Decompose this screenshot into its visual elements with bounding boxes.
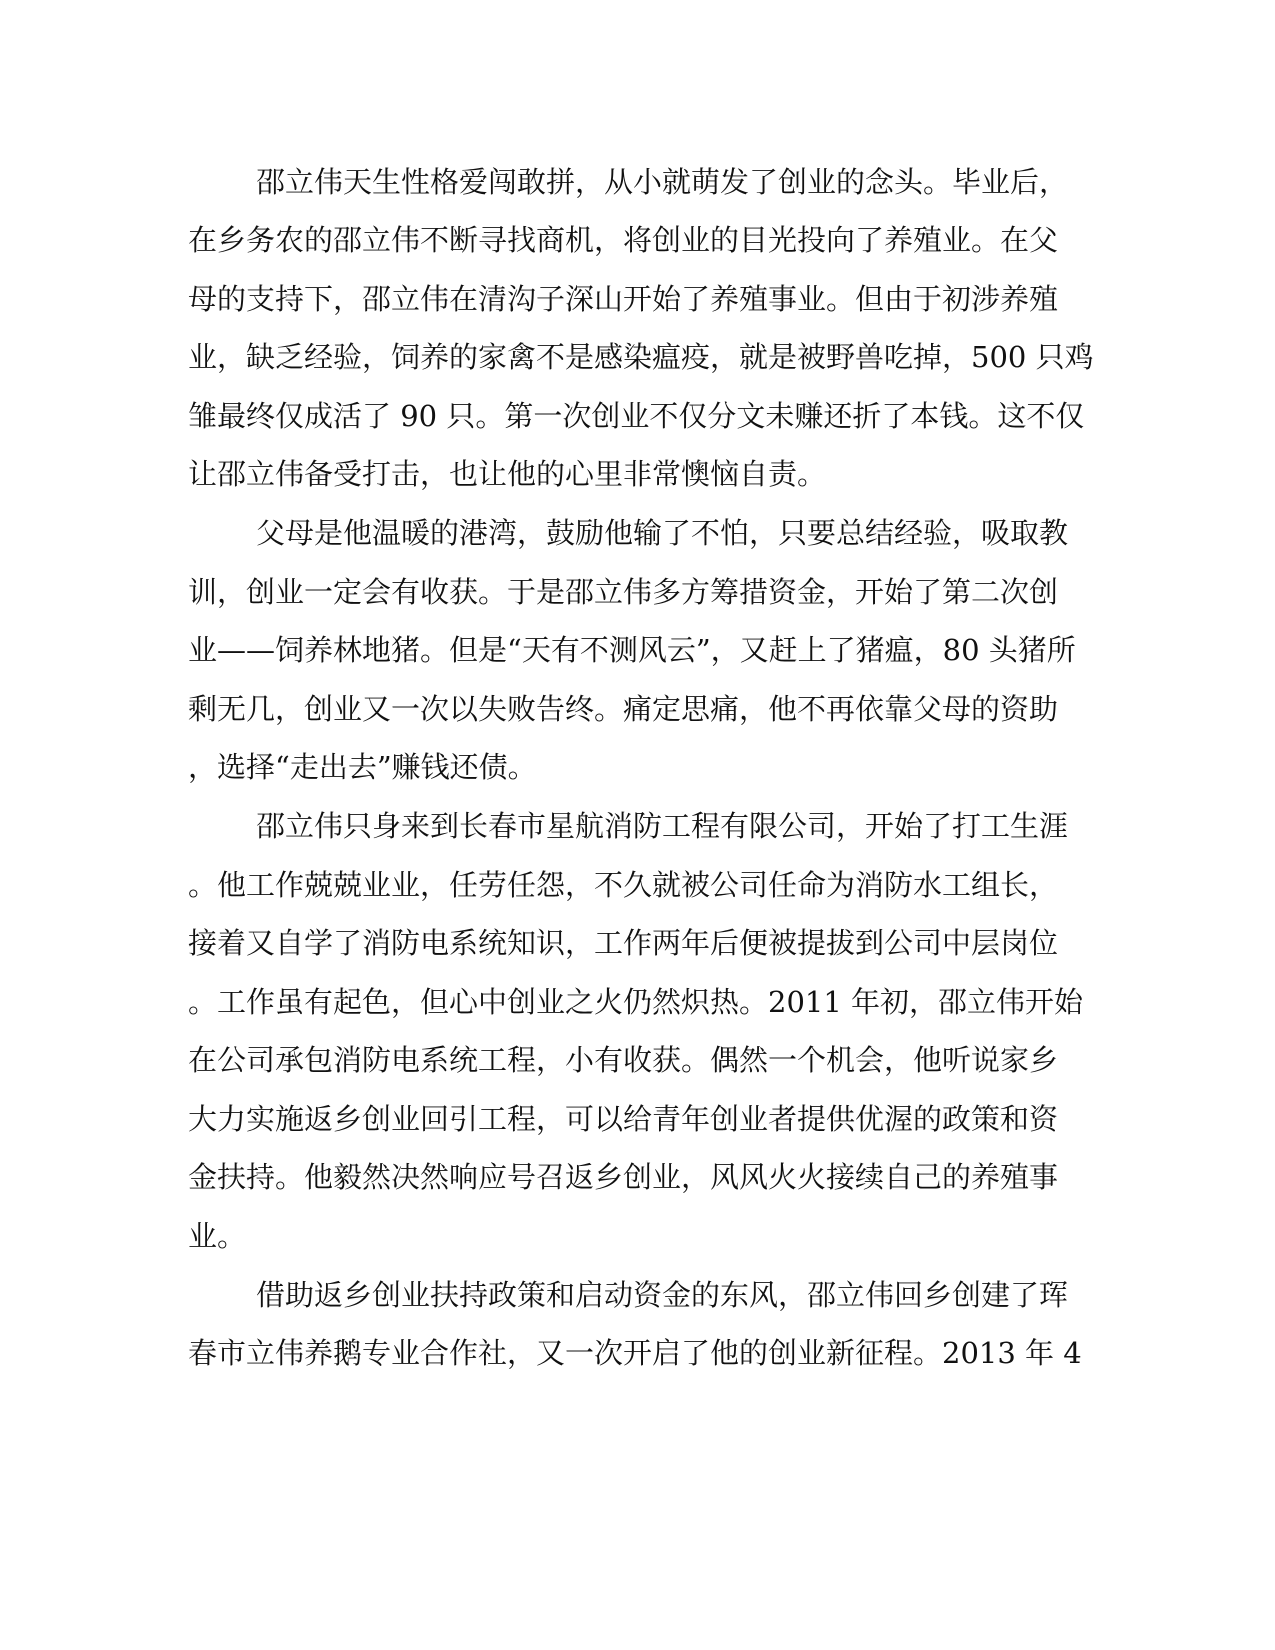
text-line: 大力实施返乡创业回引工程，可以给青年创业者提供优渥的政策和资 [188, 1102, 1059, 1136]
text-line: 借助返乡创业扶持政策和启动资金的东风，邵立伟回乡创建了珲 [256, 1278, 1069, 1312]
text-line: 业，缺乏经验，饲养的家禽不是感染瘟疫，就是被野兽吃掉，500 只鸡 [188, 340, 1094, 374]
text-line: 。他工作兢兢业业，任劳任怨，不久就被公司任命为消防水工组长， [188, 868, 1059, 902]
text-line: 父母是他温暖的港湾，鼓励他输了不怕，只要总结经验，吸取教 [256, 516, 1069, 550]
text-line: 邵立伟天生性格爱闯敢拼，从小就萌发了创业的念头。毕业后， [256, 165, 1069, 199]
text-line: 邵立伟只身来到长春市星航消防工程有限公司，开始了打工生涯 [256, 809, 1069, 843]
text-line: 剩无几，创业又一次以失败告终。痛定思痛，他不再依靠父母的资助 [188, 692, 1059, 726]
text-line: ，选择“走出去”赚钱还债。 [188, 750, 537, 784]
text-line: 母的支持下，邵立伟在清沟子深山开始了养殖事业。但由于初涉养殖 [188, 282, 1059, 316]
text-line: 业。 [188, 1219, 247, 1253]
text-line: 让邵立伟备受打击，也让他的心里非常懊恼自责。 [188, 457, 827, 491]
text-line: 接着又自学了消防电系统知识，工作两年后便被提拔到公司中层岗位 [188, 926, 1059, 960]
text-line: 在公司承包消防电系统工程，小有收获。偶然一个机会，他听说家乡 [188, 1043, 1059, 1077]
text-line: 。工作虽有起色，但心中创业之火仍然炽热。2011 年初，邵立伟开始 [188, 985, 1084, 1019]
text-line: 雏最终仅成活了 90 只。第一次创业不仅分文未赚还折了本钱。这不仅 [188, 399, 1085, 433]
text-line: 春市立伟养鹅专业合作社，又一次开启了他的创业新征程。2013 年 4 [188, 1336, 1082, 1370]
text-line: 在乡务农的邵立伟不断寻找商机，将创业的目光投向了养殖业。在父 [188, 223, 1059, 257]
text-line: 金扶持。他毅然决然响应号召返乡创业，风风火火接续自己的养殖事 [188, 1160, 1059, 1194]
text-line: 业——饲养林地猪。但是“天有不测风云”，又赶上了猪瘟，80 头猪所 [188, 633, 1076, 667]
text-line: 训，创业一定会有收获。于是邵立伟多方筹措资金，开始了第二次创 [188, 575, 1059, 609]
